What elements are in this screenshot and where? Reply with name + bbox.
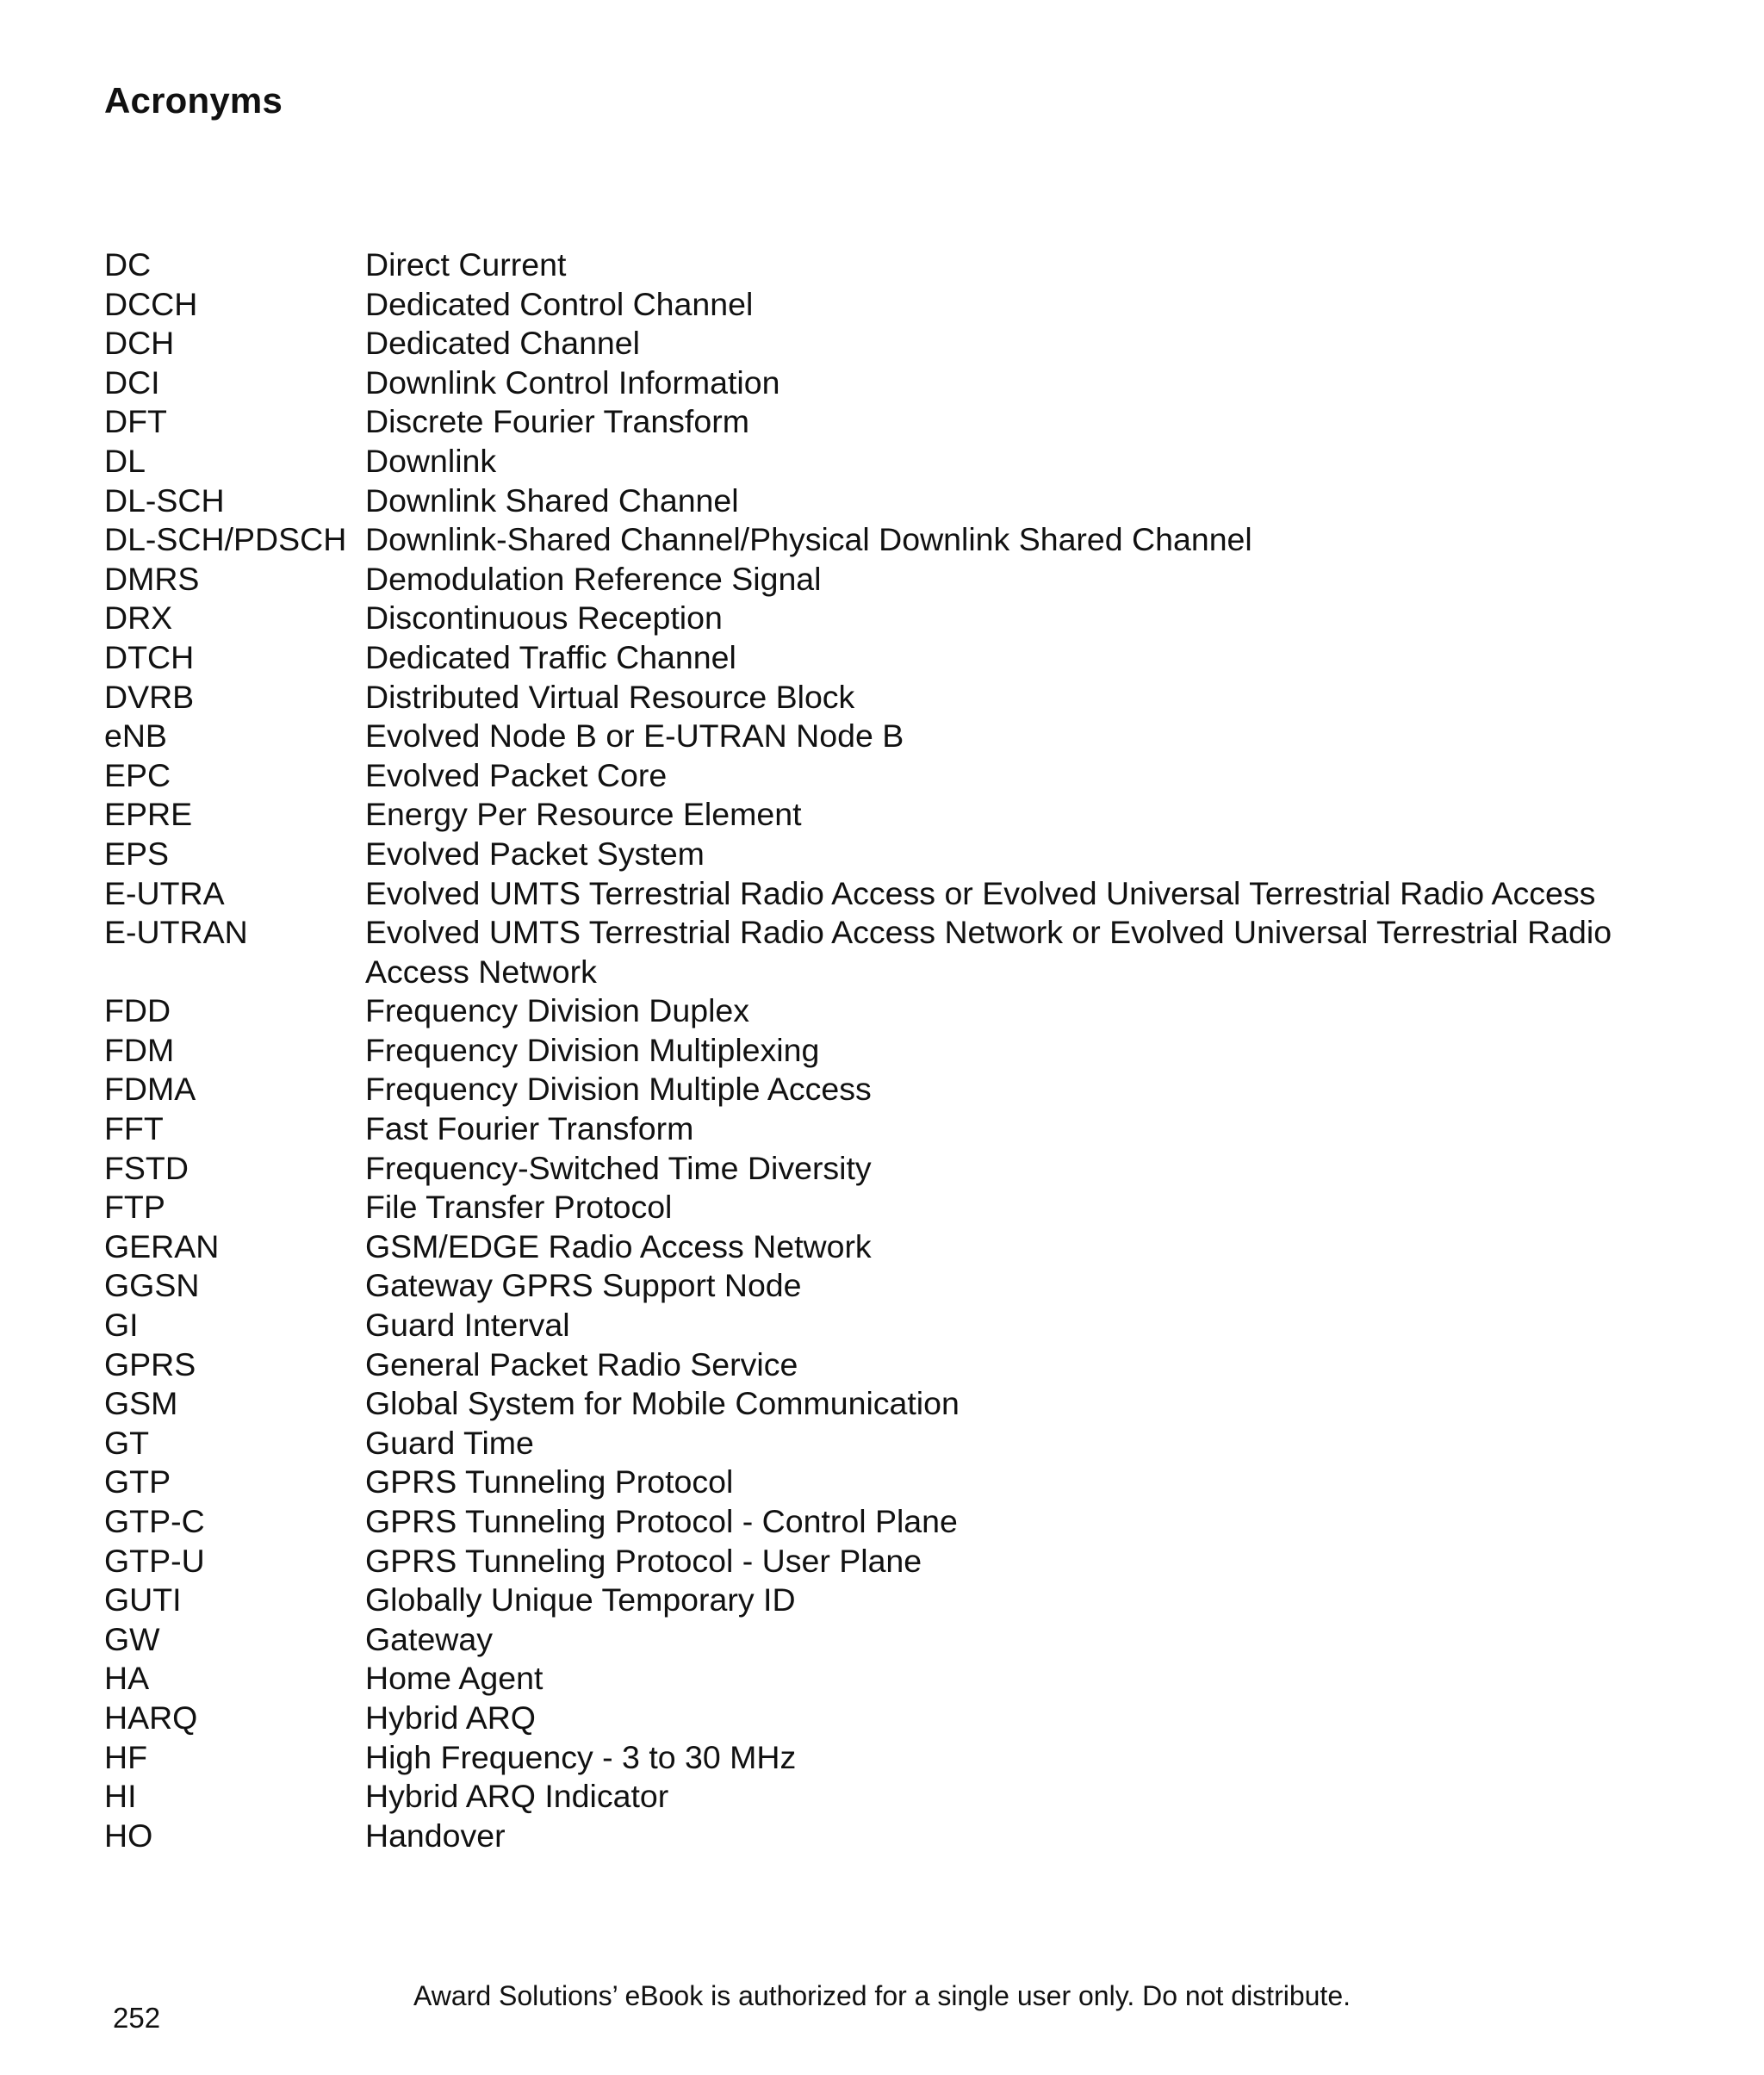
acronym-definition: File Transfer Protocol (365, 1189, 673, 1226)
acronym-term: FDM (104, 1031, 175, 1068)
acronym-definition: Dedicated Control Channel (365, 285, 754, 322)
acronym-definition: Direct Current (365, 246, 567, 283)
acronym-row (104, 1777, 1706, 1817)
acronym-row (104, 324, 1706, 363)
acronym-term: GGSN (104, 1267, 200, 1304)
acronym-term: GTP (104, 1463, 171, 1500)
acronym-term: GI (104, 1307, 139, 1344)
acronym-term: DTCH (104, 638, 195, 675)
acronym-definition: Demodulation Reference Signal (365, 560, 822, 597)
acronym-row (104, 1345, 1706, 1385)
acronym-term: DCH (104, 325, 175, 362)
acronym-term: EPS (104, 835, 170, 872)
acronym-row (104, 795, 1706, 835)
acronym-row (104, 874, 1706, 914)
acronym-definition: Home Agent (365, 1660, 543, 1697)
acronym-definition: Evolved Packet System (365, 835, 705, 872)
acronym-row (104, 835, 1706, 874)
acronym-term: FDD (104, 992, 171, 1029)
page-title: Acronyms (104, 80, 283, 121)
acronym-definition: GPRS Tunneling Protocol (365, 1463, 734, 1500)
acronym-row (104, 1070, 1706, 1109)
acronym-row (104, 1384, 1706, 1424)
acronym-row (104, 1502, 1706, 1542)
acronym-term: DRX (104, 600, 173, 637)
acronym-definition: Discrete Fourier Transform (365, 403, 749, 440)
distribution-notice-text: Award Solutions’ eBook is authorized for a single user only. Do not distribute. (413, 1980, 1351, 2011)
acronym-row (104, 560, 1706, 600)
acronym-row (104, 717, 1706, 756)
acronym-term: DCCH (104, 285, 198, 322)
acronym-definition: Evolved UMTS Terrestrial Radio Access or Evolved Universal Terrestrial Radio Access (365, 874, 1596, 911)
acronym-term: DVRB (104, 678, 195, 715)
acronym-term: DL-SCH (104, 481, 225, 519)
acronym-row (104, 442, 1706, 481)
acronym-term: DFT (104, 403, 167, 440)
acronym-row (104, 1266, 1706, 1306)
acronym-row (104, 1581, 1706, 1620)
acronym-term: FDMA (104, 1071, 196, 1108)
acronym-term: FFT (104, 1110, 164, 1147)
acronym-term: FTP (104, 1189, 165, 1226)
acronym-definition: Hybrid ARQ Indicator (365, 1778, 669, 1815)
acronym-definition: Guard Time (365, 1424, 534, 1461)
acronym-term: DC (104, 246, 152, 283)
acronym-definition: Guard Interval (365, 1307, 570, 1344)
acronym-row (104, 638, 1706, 678)
acronym-row (104, 1542, 1706, 1581)
acronym-row (104, 1188, 1706, 1227)
acronym-term: HF (104, 1738, 147, 1775)
acronym-definition: Frequency Division Multiplexing (365, 1031, 820, 1068)
acronym-row (104, 481, 1706, 521)
acronym-row (104, 520, 1706, 560)
acronym-definition: Downlink Control Information (365, 363, 780, 401)
acronym-definition: Dedicated Channel (365, 325, 640, 362)
acronym-definition: Energy Per Resource Element (365, 796, 802, 833)
distribution-notice (0, 1979, 1764, 2012)
acronym-row (104, 1699, 1706, 1738)
acronym-term: E-UTRAN (104, 914, 248, 951)
acronym-term: GERAN (104, 1227, 220, 1264)
acronym-row (104, 1149, 1706, 1189)
acronym-row (104, 991, 1706, 1031)
acronym-row (104, 1463, 1706, 1502)
acronym-definition: Frequency Division Multiple Access (365, 1071, 872, 1108)
acronym-term: GSM (104, 1385, 178, 1422)
acronym-definition: Handover (365, 1817, 506, 1854)
acronym-definition: Dedicated Traffic Channel (365, 638, 736, 675)
acronym-term: GW (104, 1620, 160, 1657)
acronym-row (104, 363, 1706, 403)
acronym-term: EPRE (104, 796, 193, 833)
acronym-term: DL-SCH/PDSCH (104, 521, 347, 558)
acronym-definition: Discontinuous Reception (365, 600, 723, 637)
acronym-row (104, 1659, 1706, 1699)
acronym-term: DL (104, 442, 146, 479)
acronym-definition: Frequency-Switched Time Diversity (365, 1149, 872, 1186)
acronym-row (104, 678, 1706, 718)
acronym-definition: Downlink (365, 442, 497, 479)
acronym-definition: General Packet Radio Service (365, 1345, 798, 1382)
acronym-definition: Gateway GPRS Support Node (365, 1267, 802, 1304)
acronym-term: HA (104, 1660, 150, 1697)
acronym-row (104, 402, 1706, 442)
acronym-term: HI (104, 1778, 137, 1815)
acronym-row (104, 1109, 1706, 1149)
acronym-definition: Hybrid ARQ (365, 1699, 536, 1736)
acronym-row (104, 285, 1706, 325)
acronym-definition: Distributed Virtual Resource Block (365, 678, 855, 715)
acronym-term: HARQ (104, 1699, 198, 1736)
acronym-row (104, 599, 1706, 638)
acronym-term: DMRS (104, 560, 200, 597)
acronym-term: E-UTRA (104, 874, 225, 911)
acronym-definition: Downlink Shared Channel (365, 481, 739, 519)
acronym-definition: Global System for Mobile Communication (365, 1385, 960, 1422)
acronym-row (104, 1306, 1706, 1345)
acronym-term: FSTD (104, 1149, 189, 1186)
acronym-term: DCI (104, 363, 160, 401)
page-number: 252 (113, 2002, 161, 2034)
acronym-definition: High Frequency - 3 to 30 MHz (365, 1738, 797, 1775)
acronym-definition: Fast Fourier Transform (365, 1110, 694, 1147)
acronym-definition: Frequency Division Duplex (365, 992, 750, 1029)
acronym-definition: Globally Unique Temporary ID (365, 1581, 796, 1618)
acronym-term: eNB (104, 718, 167, 755)
acronym-list (104, 245, 1706, 1855)
acronym-row (104, 1031, 1706, 1071)
acronym-row (104, 1738, 1706, 1778)
acronym-row (104, 913, 1706, 991)
acronym-definition: Evolved UMTS Terrestrial Radio Access Network or Evolved Universal Terrestrial Radio Access Network (365, 914, 1612, 990)
acronym-definition: Evolved Packet Core (365, 756, 668, 793)
acronym-row (104, 1620, 1706, 1660)
acronym-term: GT (104, 1424, 150, 1461)
acronym-definition: Gateway (365, 1620, 493, 1657)
acronym-definition: GSM/EDGE Radio Access Network (365, 1227, 872, 1264)
acronym-row (104, 245, 1706, 285)
acronym-row (104, 756, 1706, 796)
acronym-term: HO (104, 1817, 153, 1854)
acronym-row (104, 1817, 1706, 1856)
acronym-definition: Downlink-Shared Channel/Physical Downlink Shared Channel (365, 521, 1252, 558)
acronym-row (104, 1227, 1706, 1267)
acronym-term: GTP-C (104, 1503, 205, 1539)
acronym-term: EPC (104, 756, 171, 793)
acronym-definition: GPRS Tunneling Protocol - User Plane (365, 1542, 922, 1579)
acronym-row (104, 1424, 1706, 1463)
acronym-term: GTP-U (104, 1542, 205, 1579)
acronym-term: GPRS (104, 1345, 196, 1382)
acronym-definition: Evolved Node B or E-UTRAN Node B (365, 718, 904, 755)
acronym-definition: GPRS Tunneling Protocol - Control Plane (365, 1503, 958, 1539)
acronym-term: GUTI (104, 1581, 182, 1618)
